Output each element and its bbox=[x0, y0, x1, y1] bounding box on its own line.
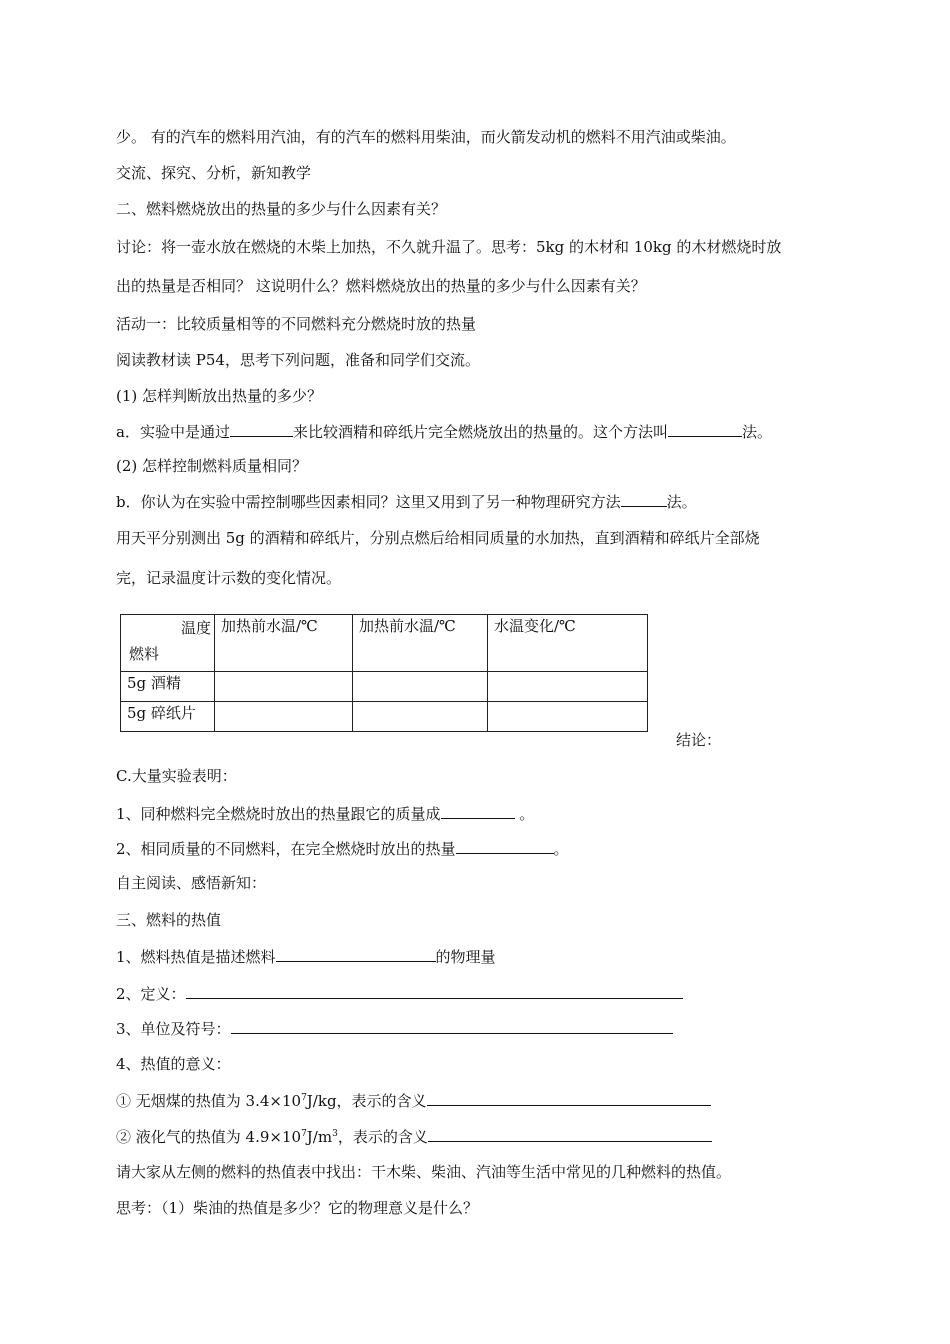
answer-blank[interactable] bbox=[621, 491, 667, 507]
section-heading: 交流、探究、分析，新知教学 bbox=[116, 164, 312, 182]
answer-blank[interactable] bbox=[186, 983, 683, 999]
meaning-2-tail: ，表示的含义 bbox=[337, 1128, 428, 1146]
instruction-line: 请大家从左侧的燃料的热值表中找出：干木柴、柴油、汽油等生活中常见的几种燃料的热值。 bbox=[116, 1163, 732, 1181]
item-1-end: 的物理量 bbox=[435, 948, 496, 966]
meaning-1-text: ① 无烟煤的热值为 3.4×10 bbox=[116, 1092, 302, 1110]
table-cell[interactable] bbox=[488, 702, 648, 732]
result-2 bbox=[116, 838, 569, 859]
table-cell[interactable] bbox=[353, 702, 488, 732]
result-1-text: 1、同种燃料完全燃烧时放出的热量跟它的质量成 bbox=[116, 805, 441, 823]
result-1 bbox=[116, 803, 534, 824]
exponent: 3 bbox=[332, 1129, 338, 1139]
experiment-result-heading: C.大量实验表明： bbox=[116, 767, 237, 785]
think-question: 思考：（1）柴油的热值是多少？它的物理意义是什么？ bbox=[116, 1199, 479, 1217]
answer-blank[interactable] bbox=[231, 1018, 673, 1034]
table-corner-header bbox=[121, 615, 215, 672]
reading-instruction: 阅读教材读 P54，思考下列问题，准备和同学们交流。 bbox=[116, 351, 480, 369]
question-b-text-2: 法。 bbox=[666, 493, 697, 511]
section-title-2: 二、燃料燃烧放出的热量的多少与什么因素有关？ bbox=[116, 200, 447, 218]
table-cell[interactable] bbox=[215, 672, 353, 702]
exponent: 7 bbox=[301, 1129, 307, 1139]
discussion-line-1: 讨论：将一壶水放在燃烧的木柴上加热，不久就升温了。思考：5kg 的木材和 10kg 的木材燃烧时放 bbox=[116, 238, 782, 256]
item-1-text: 1、燃料热值是描述燃料 bbox=[116, 948, 276, 966]
question-b bbox=[116, 491, 697, 512]
table-cell[interactable] bbox=[353, 672, 488, 702]
answer-blank[interactable] bbox=[456, 838, 554, 854]
answer-blank[interactable] bbox=[276, 946, 436, 962]
discussion-line-2: 出的热量是否相同？ 这说明什么？燃料燃烧放出的热量的多少与什么因素有关？ bbox=[116, 277, 646, 295]
heat-value-item-1 bbox=[116, 946, 496, 967]
section-title-3: 三、燃料的热值 bbox=[116, 911, 222, 929]
answer-blank[interactable] bbox=[441, 803, 515, 819]
question-a-text-1: a．实验中是通过 bbox=[116, 423, 230, 441]
column-header: 加热前水温/℃ bbox=[215, 615, 353, 672]
heat-value-item-4: 4、热值的意义： bbox=[116, 1055, 231, 1073]
self-study-heading: 自主阅读、感悟新知： bbox=[116, 874, 267, 892]
conclusion-label: 结论： bbox=[676, 731, 722, 749]
table-row bbox=[121, 672, 648, 702]
intro-line: 少。 有的汽车的燃料用汽油，有的汽车的燃料用柴油，而火箭发动机的燃料不用汽油或柴油。 bbox=[116, 128, 736, 146]
result-1-end: 。 bbox=[514, 805, 535, 823]
procedure-line-1: 用天平分别测出 5g 的酒精和碎纸片，分别点燃后给相同质量的水加热，直到酒精和碎纸片全部烧 bbox=[116, 529, 760, 547]
column-header: 水温变化/℃ bbox=[488, 615, 648, 672]
question-1: (1) 怎样判断放出热量的多少？ bbox=[116, 387, 323, 405]
question-2: (2) 怎样控制燃料质量相同？ bbox=[116, 457, 308, 475]
table-row bbox=[121, 702, 648, 732]
row-label: 5g 碎纸片 bbox=[121, 702, 215, 732]
question-a-text-3: 法。 bbox=[741, 423, 772, 441]
question-a-text-2: 来比较酒精和碎纸片完全燃烧放出的热量的。这个方法叫 bbox=[292, 423, 668, 441]
heat-value-item-2 bbox=[116, 983, 683, 1004]
result-2-text: 2、相同质量的不同燃料，在完全燃烧时放出的热量 bbox=[116, 840, 456, 858]
meaning-1 bbox=[116, 1090, 711, 1111]
answer-blank[interactable] bbox=[428, 1126, 712, 1142]
row-label: 5g 酒精 bbox=[121, 672, 215, 702]
column-header: 加热前水温/℃ bbox=[353, 615, 488, 672]
item-2-text: 2、定义： bbox=[116, 985, 186, 1003]
exponent: 7 bbox=[301, 1093, 307, 1103]
meaning-2 bbox=[116, 1126, 712, 1147]
question-a bbox=[116, 421, 772, 442]
meaning-2-unit: J/m bbox=[306, 1128, 333, 1146]
header-temperature: 温度 bbox=[181, 619, 212, 637]
meaning-1-unit: J/kg，表示的含义 bbox=[306, 1092, 427, 1110]
item-3-text: 3、单位及符号： bbox=[116, 1020, 231, 1038]
procedure-line-2: 完，记录温度计示数的变化情况。 bbox=[116, 569, 342, 587]
result-2-end: 。 bbox=[553, 840, 569, 858]
activity-title: 活动一：比较质量相等的不同燃料充分燃烧时放的热量 bbox=[116, 315, 477, 333]
header-fuel: 燃料 bbox=[129, 645, 160, 663]
table-cell[interactable] bbox=[488, 672, 648, 702]
answer-blank[interactable] bbox=[668, 421, 742, 437]
experiment-table bbox=[120, 614, 648, 732]
question-b-text-1: b．你认为在实验中需控制哪些因素相同？这里又用到了另一种物理研究方法 bbox=[116, 493, 621, 511]
answer-blank[interactable] bbox=[427, 1090, 711, 1106]
meaning-2-text: ② 液化气的热值为 4.9×10 bbox=[116, 1128, 302, 1146]
table-cell[interactable] bbox=[215, 702, 353, 732]
heat-value-item-3 bbox=[116, 1018, 673, 1039]
answer-blank[interactable] bbox=[230, 421, 293, 437]
